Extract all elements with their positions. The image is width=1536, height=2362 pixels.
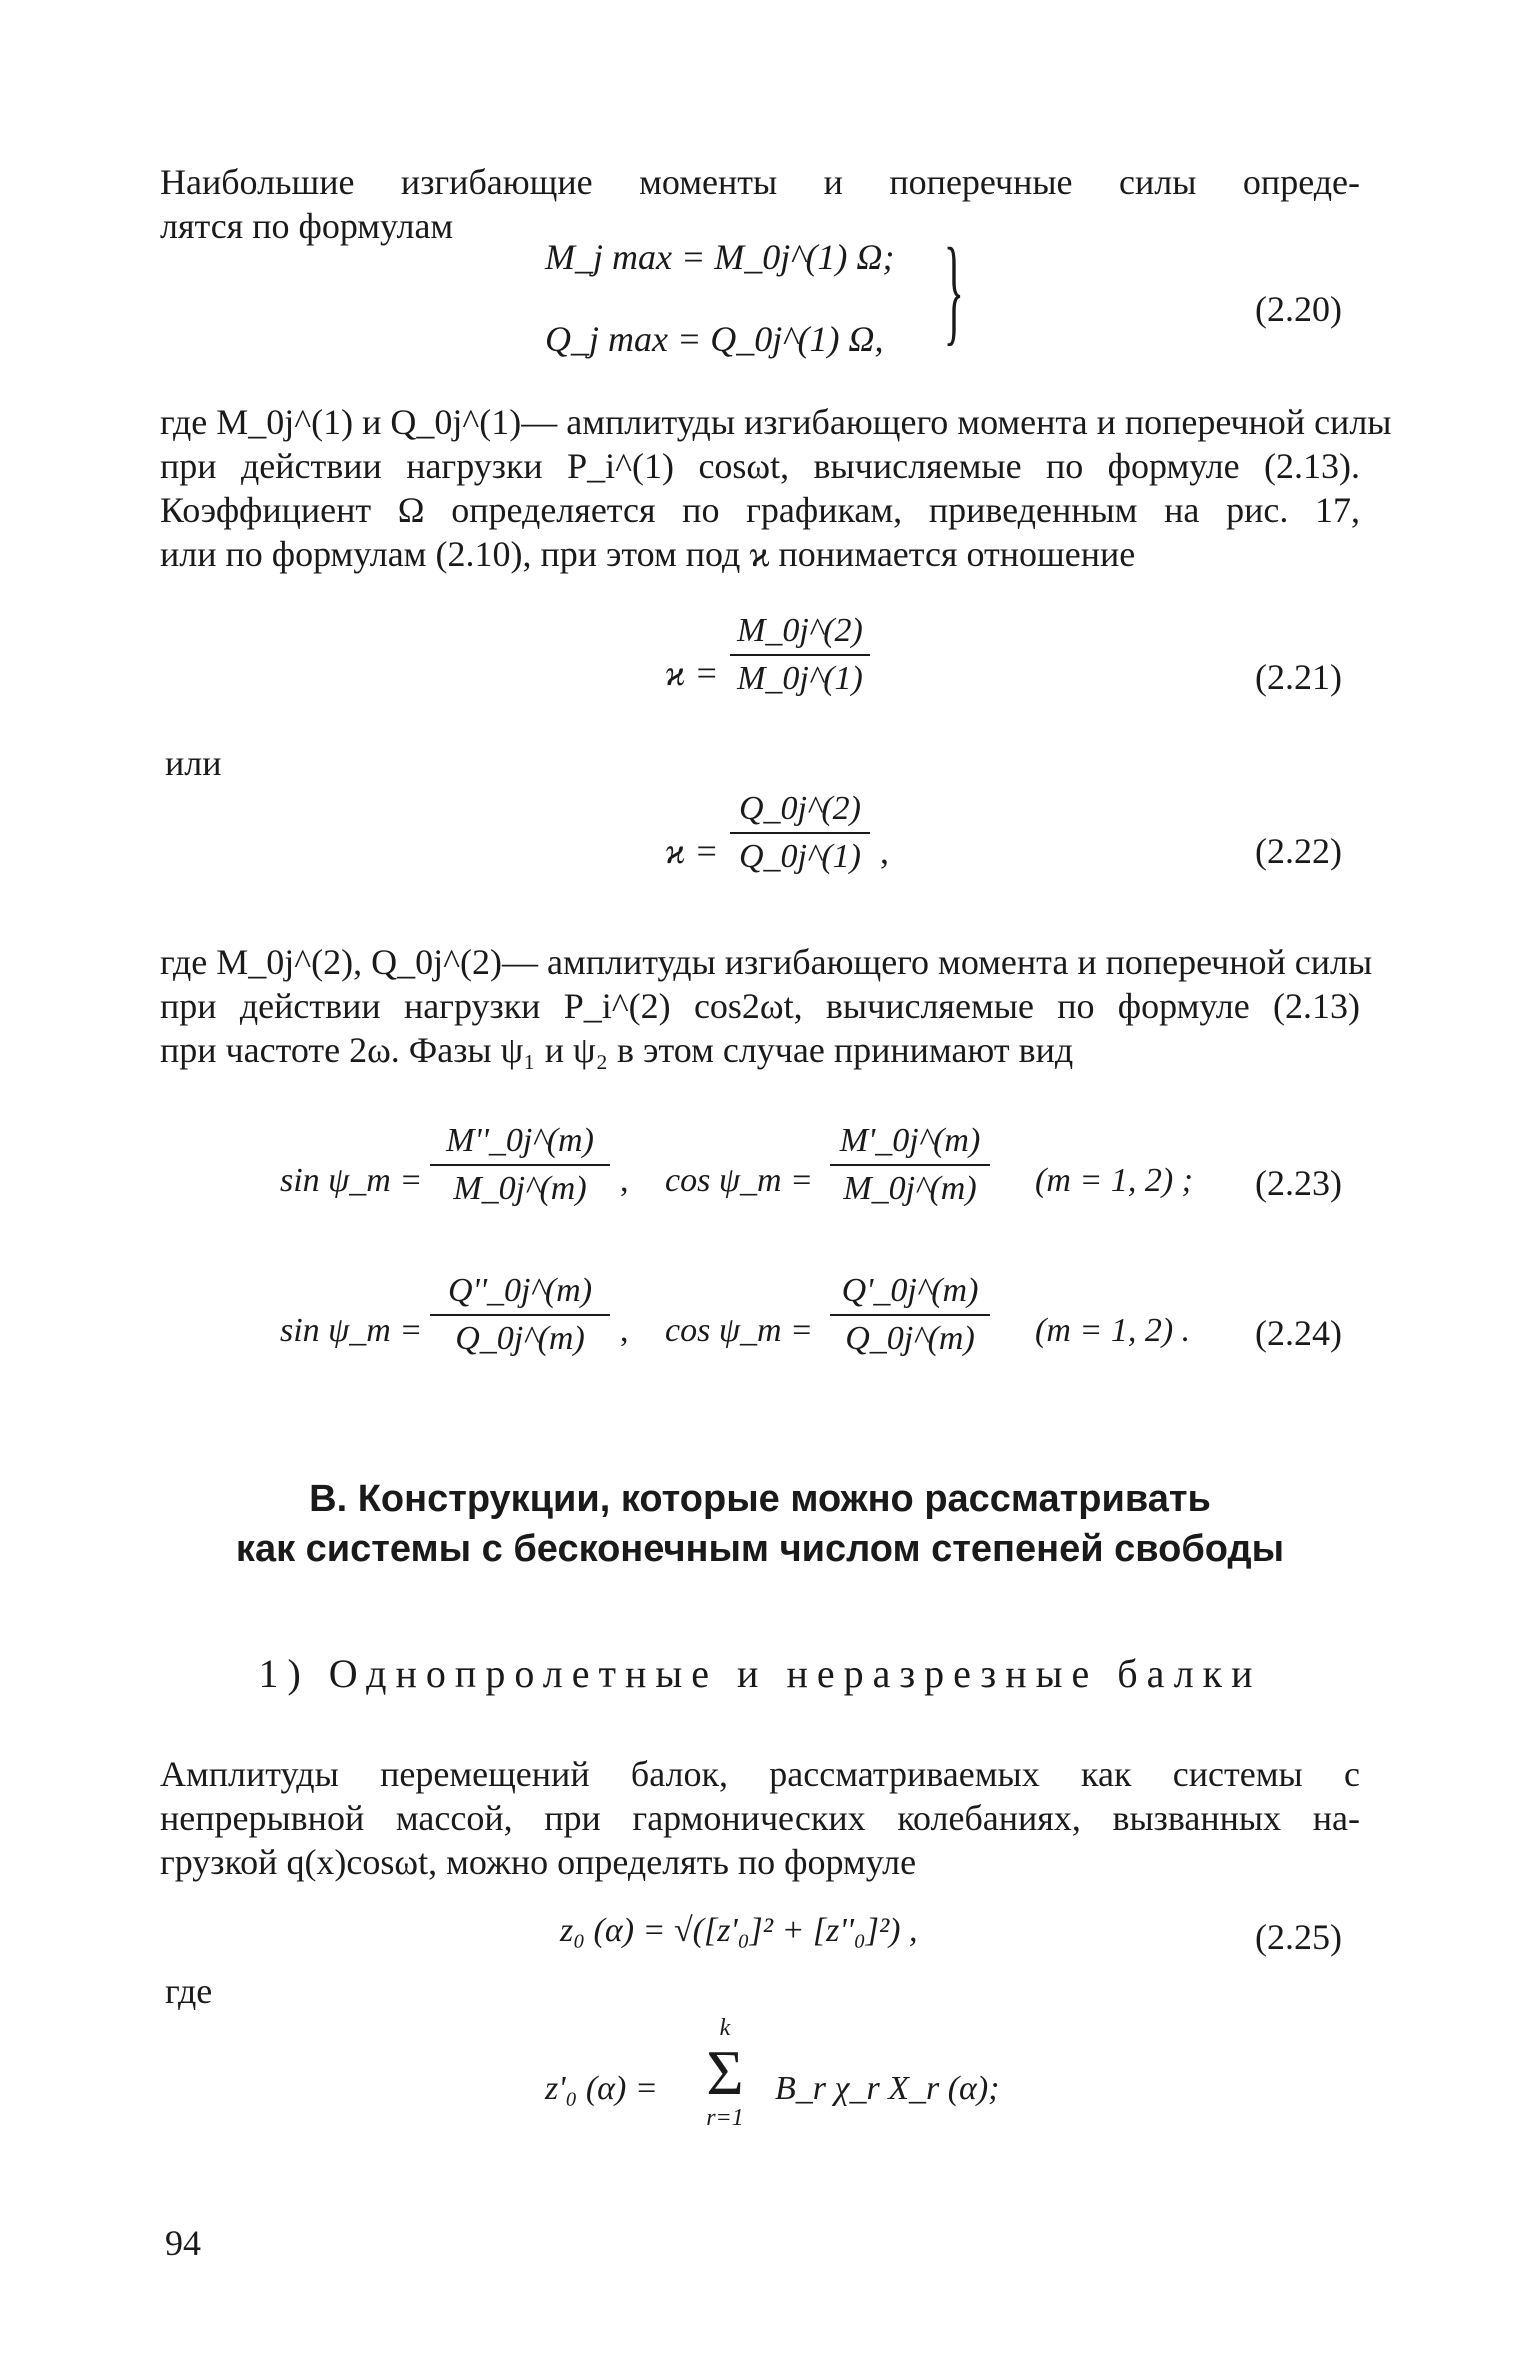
fraction-bar	[830, 1314, 990, 1316]
text-line: Амплитуды перемещений балок, рассматриваемых как системы с	[160, 1754, 1360, 1794]
sum-equation-lhs: z'₀ (α) =	[545, 2070, 658, 2107]
where-word: где	[165, 1971, 213, 2011]
equation-2-22-comma: ,	[880, 831, 889, 871]
equation-2-24-condition: (m = 1, 2) .	[1035, 1312, 1191, 1349]
fraction-denominator: Q_0j^(m)	[845, 1320, 975, 1357]
text-line: при частоте 2ω. Фазы ψ₁ и ψ₂ в этом случае принимают вид	[160, 1030, 1074, 1070]
section-heading-line: В. Конструкции, которые можно рассматривать	[309, 1478, 1211, 1520]
equation-number-2-25: (2.25)	[1255, 1917, 1342, 1957]
fraction-numerator: Q_0j^(2)	[739, 790, 861, 827]
equation-2-25: z₀ (α) = √([z'₀]² + [z''₀]²) ,	[560, 1912, 918, 1949]
page-number: 94	[165, 2223, 201, 2263]
fraction-denominator: M_0j^(m)	[843, 1170, 977, 1207]
sum-equation-body: B_r χ_r X_r (α);	[775, 2070, 1000, 2107]
section-heading	[160, 1474, 1360, 1574]
text-line: при действии нагрузки P_i^(2) cos2ωt, вычисляемые по формуле (2.13)	[160, 986, 1360, 1026]
fraction-bar	[430, 1164, 610, 1166]
equation-2-22-fraction	[730, 790, 870, 876]
fraction-bar	[830, 1164, 990, 1166]
separator-comma: ,	[620, 1162, 629, 1199]
equation-2-24-cos-lhs: cos ψ_m =	[665, 1312, 813, 1349]
equation-2-23-sin-lhs: sin ψ_m =	[280, 1162, 423, 1199]
equation-2-24-cos-fraction	[830, 1272, 990, 1358]
subsection-heading: 1) Однопролетные и неразрезные балки	[258, 1651, 1262, 1696]
fraction-denominator: M_0j^(1)	[737, 660, 863, 697]
text-line: или по формулам (2.10), при этом под ϰ понимается отношение	[160, 534, 1136, 574]
equation-2-22-lhs: ϰ =	[665, 831, 719, 871]
fraction-denominator: M_0j^(m)	[453, 1170, 587, 1207]
equation-2-20-line2: Q_j max = Q_0j^(1) Ω,	[545, 319, 884, 359]
equation-2-23-cos-fraction	[830, 1122, 990, 1208]
equation-number-2-22: (2.22)	[1255, 831, 1342, 871]
sum-upper-limit: k	[719, 2015, 731, 2041]
equation-2-21-fraction	[730, 612, 870, 698]
equation-2-24-sin-lhs: sin ψ_m =	[280, 1312, 423, 1349]
text-line: Коэффициент Ω определяется по графикам, приведенным на рис. 17,	[160, 490, 1360, 530]
equation-2-21-lhs: ϰ =	[665, 653, 719, 693]
definition-paragraph-1	[160, 400, 1392, 576]
fraction-denominator: Q_0j^(1)	[739, 838, 861, 875]
fraction-numerator: M'_0j^(m)	[839, 1122, 981, 1159]
equation-2-20-line1: M_j max = M_0j^(1) Ω;	[545, 237, 895, 277]
fraction-denominator: Q_0j^(m)	[455, 1320, 585, 1357]
equation-number-2-20: (2.20)	[1255, 289, 1342, 329]
equation-2-23-sin-fraction	[430, 1122, 610, 1208]
fraction-numerator: Q''_0j^(m)	[447, 1272, 593, 1309]
equation-number-2-21: (2.21)	[1255, 657, 1342, 697]
text-line: Наибольшие изгибающие моменты и поперечные силы опреде-	[160, 162, 1360, 202]
text-line: непрерывной массой, при гармонических колебаниях, вызванных на-	[160, 1798, 1360, 1838]
text-line: грузкой q(x)cosωt, можно определять по формуле	[160, 1842, 917, 1882]
definition-paragraph-2	[160, 940, 1373, 1072]
fraction-numerator: M_0j^(2)	[737, 612, 863, 649]
text-line: где M_0j^(2), Q_0j^(2)— амплитуды изгибающего момента и поперечной силы	[160, 942, 1373, 982]
text-line: лятся по формулам	[160, 206, 454, 246]
sigma-icon: Σ	[706, 2037, 744, 2108]
separator-comma: ,	[620, 1312, 629, 1349]
fraction-bar	[730, 654, 870, 656]
fraction-numerator: Q'_0j^(m)	[841, 1272, 979, 1309]
fraction-numerator: M''_0j^(m)	[446, 1122, 594, 1159]
section-heading-line: как системы с бесконечным числом степеней свободы	[235, 1528, 1285, 1570]
right-brace-icon: }	[943, 223, 964, 356]
equation-number-2-23: (2.23)	[1255, 1163, 1342, 1203]
fraction-bar	[730, 832, 870, 834]
text-line: где M_0j^(1) и Q_0j^(1)— амплитуды изгибающего момента и поперечной силы	[160, 402, 1392, 442]
equation-2-24-sin-fraction	[430, 1272, 610, 1358]
amplitude-paragraph	[160, 1752, 1360, 1884]
text-line: при действии нагрузки P_i^(1) cosωt, вычисляемые по формуле (2.13).	[160, 446, 1360, 486]
fraction-bar	[430, 1314, 610, 1316]
intro-paragraph	[160, 160, 1360, 248]
equation-2-23-cos-lhs: cos ψ_m =	[665, 1162, 813, 1199]
equation-number-2-24: (2.24)	[1255, 1313, 1342, 1353]
sum-lower-limit: r=1	[706, 2105, 744, 2131]
or-word: или	[165, 743, 222, 783]
equation-2-23-condition: (m = 1, 2) ;	[1035, 1162, 1193, 1199]
summation	[690, 2015, 760, 2131]
